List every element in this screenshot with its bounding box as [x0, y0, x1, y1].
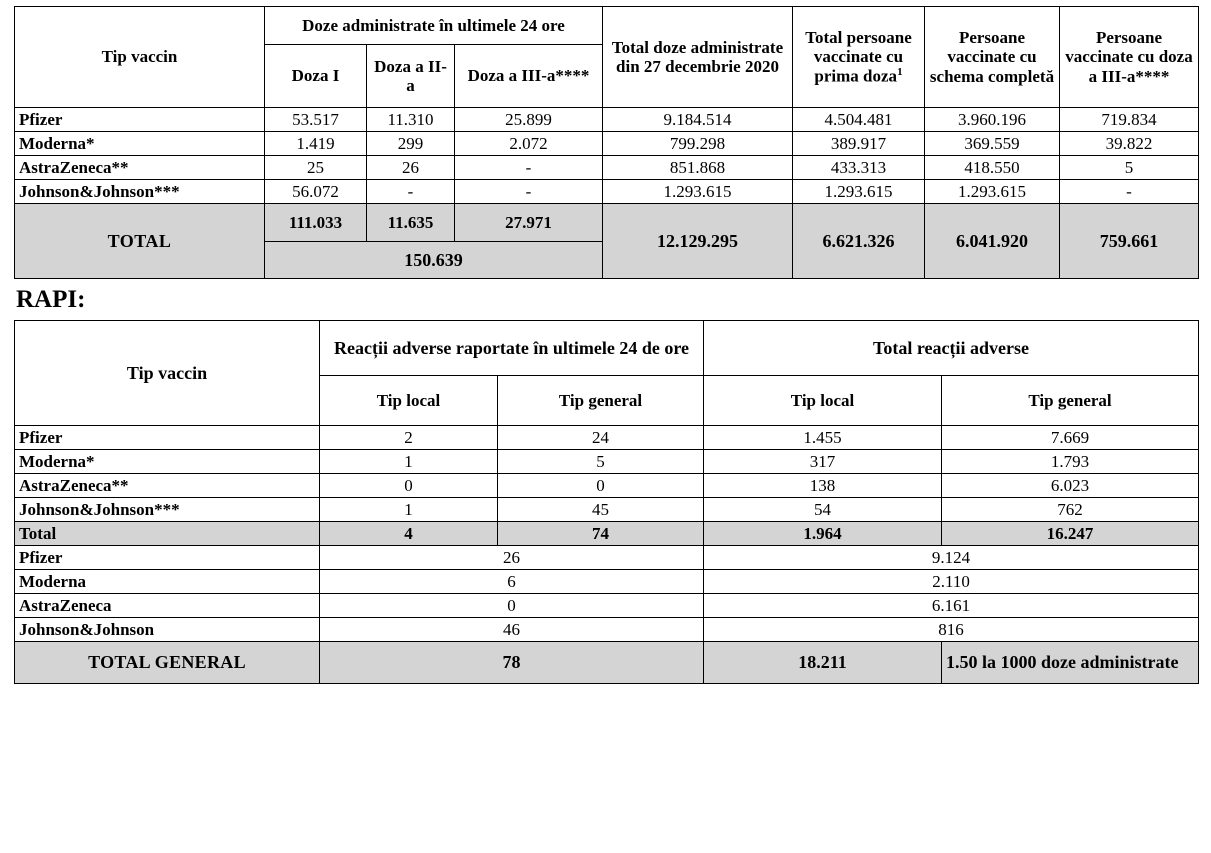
cell-total-third-dose: 759.661	[1060, 204, 1199, 279]
cell-moderna-full-scheme: 369.559	[925, 132, 1060, 156]
cell-johnson-dose1: 56.072	[265, 180, 367, 204]
row-label-johnson: Johnson&Johnson***	[15, 180, 265, 204]
cell-pfizer-full-scheme: 3.960.196	[925, 108, 1060, 132]
adverse-reactions-table	[14, 320, 1199, 683]
cell-rapi-pfizer-local-total: 1.455	[704, 426, 942, 450]
table1-total-row	[15, 204, 1199, 242]
cell-total-full-scheme: 6.041.920	[925, 204, 1060, 279]
cell-total-last24-sum: 150.639	[265, 242, 603, 279]
header-reported-last-24h: Reacții adverse raportate în ultimele 24 de ore	[320, 321, 704, 376]
cell-moderna-first-dose: 389.917	[793, 132, 925, 156]
cell-rapi-pfizer-local24: 2	[320, 426, 498, 450]
table-row	[15, 618, 1199, 642]
cell-johnson-total-doses: 1.293.615	[603, 180, 793, 204]
header-vaccine-type: Tip vaccin	[15, 7, 265, 108]
cell-rapi-pfizer-general-total: 7.669	[942, 426, 1199, 450]
cell-astrazeneca-dose2: 26	[367, 156, 455, 180]
rapi-section-title: RAPI:	[16, 286, 86, 314]
cell-pfizer-third-dose: 719.834	[1060, 108, 1199, 132]
table-row	[15, 156, 1199, 180]
header-total-first-dose-text: Total persoane vaccinate cu prima doza	[805, 28, 912, 86]
header-general-total: Tip general	[942, 376, 1199, 426]
table-row	[15, 132, 1199, 156]
table-row	[15, 474, 1199, 498]
cell-johnson-first-dose: 1.293.615	[793, 180, 925, 204]
cell-rapi-astrazeneca-local-total: 138	[704, 474, 942, 498]
header-dose-1: Doza I	[265, 44, 367, 107]
cell-grand-total-total: 18.211	[704, 642, 942, 683]
row-label-total-general: TOTAL GENERAL	[15, 642, 320, 683]
header-total-doses: Total doze administrate din 27 decembrie 2020	[603, 7, 793, 108]
header-dose-3: Doza a III-a****	[455, 44, 603, 107]
cell-rapi-moderna-general24: 5	[498, 450, 704, 474]
cell-total-dose1: 111.033	[265, 204, 367, 242]
cell-combined-astrazeneca-total: 6.161	[704, 594, 1199, 618]
cell-total-dose2: 11.635	[367, 204, 455, 242]
cell-pfizer-dose3: 25.899	[455, 108, 603, 132]
table-row	[15, 426, 1199, 450]
table2-subtotal-row	[15, 522, 1199, 546]
cell-johnson-full-scheme: 1.293.615	[925, 180, 1060, 204]
header-local-total: Tip local	[704, 376, 942, 426]
header-vaccine-type-2: Tip vaccin	[15, 321, 320, 426]
cell-moderna-dose3: 2.072	[455, 132, 603, 156]
cell-astrazeneca-dose1: 25	[265, 156, 367, 180]
cell-combined-moderna-total: 2.110	[704, 570, 1199, 594]
cell-pfizer-first-dose: 4.504.481	[793, 108, 925, 132]
cell-rapi-total-general24: 74	[498, 522, 704, 546]
cell-astrazeneca-total-doses: 851.868	[603, 156, 793, 180]
cell-rapi-astrazeneca-general-total: 6.023	[942, 474, 1199, 498]
cell-rapi-pfizer-general24: 24	[498, 426, 704, 450]
cell-rapi-moderna-general-total: 1.793	[942, 450, 1199, 474]
cell-pfizer-dose1: 53.517	[265, 108, 367, 132]
cell-astrazeneca-first-dose: 433.313	[793, 156, 925, 180]
cell-total-total-doses: 12.129.295	[603, 204, 793, 279]
row-label-astrazeneca: AstraZeneca**	[15, 156, 265, 180]
header-dose-2: Doza a II-a	[367, 44, 455, 107]
cell-johnson-dose3: -	[455, 180, 603, 204]
vaccination-summary-table	[14, 6, 1199, 279]
header-full-scheme: Persoane vaccinate cu schema completă	[925, 7, 1060, 108]
cell-combined-pfizer-total: 9.124	[704, 546, 1199, 570]
header-first-dose-footnote: 1	[897, 66, 903, 79]
cell-rapi-johnson-local24: 1	[320, 498, 498, 522]
table-row	[15, 450, 1199, 474]
cell-pfizer-total-doses: 9.184.514	[603, 108, 793, 132]
cell-astrazeneca-dose3: -	[455, 156, 603, 180]
cell-combined-johnson-last24: 46	[320, 618, 704, 642]
table-row	[15, 570, 1199, 594]
cell-combined-johnson-total: 816	[704, 618, 1199, 642]
cell-rapi-johnson-general24: 45	[498, 498, 704, 522]
cell-rapi-total-general-total: 16.247	[942, 522, 1199, 546]
cell-combined-moderna-last24: 6	[320, 570, 704, 594]
cell-astrazeneca-full-scheme: 418.550	[925, 156, 1060, 180]
cell-johnson-dose2: -	[367, 180, 455, 204]
table2-grand-total-row	[15, 642, 1199, 683]
table-row	[15, 594, 1199, 618]
cell-rapi-total-local-total: 1.964	[704, 522, 942, 546]
row-label-moderna: Moderna*	[15, 132, 265, 156]
row-label-pfizer: Pfizer	[15, 108, 265, 132]
cell-rapi-astrazeneca-general24: 0	[498, 474, 704, 498]
cell-moderna-total-doses: 799.298	[603, 132, 793, 156]
header-general-24: Tip general	[498, 376, 704, 426]
cell-rapi-johnson-general-total: 762	[942, 498, 1199, 522]
row-label-combined-pfizer: Pfizer	[15, 546, 320, 570]
cell-pfizer-dose2: 11.310	[367, 108, 455, 132]
row-label-combined-astrazeneca: AstraZeneca	[15, 594, 320, 618]
cell-rapi-moderna-local24: 1	[320, 450, 498, 474]
table1-header-row-1	[15, 7, 1199, 45]
header-total-first-dose	[793, 7, 925, 108]
header-last-24h: Doze administrate în ultimele 24 ore	[265, 7, 603, 45]
row-label-combined-moderna: Moderna	[15, 570, 320, 594]
cell-moderna-dose2: 299	[367, 132, 455, 156]
cell-rapi-astrazeneca-local24: 0	[320, 474, 498, 498]
row-label-combined-johnson: Johnson&Johnson	[15, 618, 320, 642]
cell-rapi-johnson-local-total: 54	[704, 498, 942, 522]
cell-rapi-total-local24: 4	[320, 522, 498, 546]
cell-total-first-dose: 6.621.326	[793, 204, 925, 279]
header-local-24: Tip local	[320, 376, 498, 426]
row-label-rapi-moderna: Moderna*	[15, 450, 320, 474]
cell-moderna-third-dose: 39.822	[1060, 132, 1199, 156]
cell-astrazeneca-third-dose: 5	[1060, 156, 1199, 180]
table2-header-row-1	[15, 321, 1199, 376]
cell-johnson-third-dose: -	[1060, 180, 1199, 204]
row-label-rapi-astrazeneca: AstraZeneca**	[15, 474, 320, 498]
cell-grand-total-last24: 78	[320, 642, 704, 683]
row-label-rapi-pfizer: Pfizer	[15, 426, 320, 450]
cell-grand-total-rate: 1.50 la 1000 doze administrate	[942, 642, 1199, 683]
cell-combined-astrazeneca-last24: 0	[320, 594, 704, 618]
table-row	[15, 546, 1199, 570]
table-row	[15, 180, 1199, 204]
cell-combined-pfizer-last24: 26	[320, 546, 704, 570]
cell-rapi-moderna-local-total: 317	[704, 450, 942, 474]
row-label-rapi-johnson: Johnson&Johnson***	[15, 498, 320, 522]
table-row	[15, 108, 1199, 132]
cell-moderna-dose1: 1.419	[265, 132, 367, 156]
row-label-rapi-total: Total	[15, 522, 320, 546]
header-total-adverse: Total reacții adverse	[704, 321, 1199, 376]
cell-total-dose3: 27.971	[455, 204, 603, 242]
header-third-dose: Persoane vaccinate cu doza a III-a****	[1060, 7, 1199, 108]
table-row	[15, 498, 1199, 522]
row-label-total: TOTAL	[15, 204, 265, 279]
